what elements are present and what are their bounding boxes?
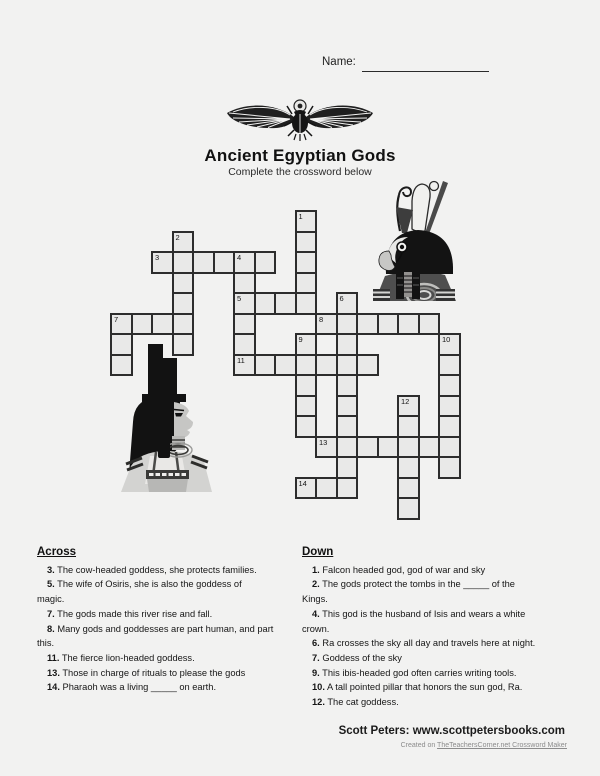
footer-credit: Scott Peters: www.scottpetersbooks.com bbox=[338, 725, 565, 737]
crossword-cell[interactable] bbox=[336, 477, 359, 500]
crossword-cell[interactable] bbox=[295, 395, 318, 418]
cell-number: 14 bbox=[298, 478, 307, 488]
crossword-cell[interactable] bbox=[418, 436, 441, 459]
crossword-cell[interactable] bbox=[336, 395, 359, 418]
clue-number: 2. bbox=[312, 579, 320, 590]
clue-number: 7. bbox=[47, 608, 55, 619]
crossword-cell[interactable] bbox=[397, 395, 420, 418]
page-subtitle: Complete the crossword below bbox=[228, 166, 372, 178]
crossword-cell[interactable] bbox=[315, 354, 338, 377]
horus-falcon-god-icon bbox=[372, 177, 459, 301]
crossword-cell[interactable] bbox=[336, 415, 359, 438]
crossword-cell[interactable] bbox=[336, 436, 359, 459]
clue-item: 13. Those in charge of rituals to please the gods bbox=[47, 667, 246, 678]
crossword-cell[interactable] bbox=[336, 354, 359, 377]
crossword-cell[interactable] bbox=[172, 272, 195, 295]
across-heading: Across bbox=[37, 546, 76, 558]
clue-number: 10. bbox=[312, 682, 325, 693]
clue-item: 1. Falcon headed god, god of war and sky bbox=[312, 564, 486, 575]
crossword-cell[interactable] bbox=[336, 292, 359, 315]
crossword-cell[interactable] bbox=[233, 313, 256, 336]
cell-number: 9 bbox=[298, 335, 303, 344]
down-clues bbox=[302, 545, 564, 710]
clue-item: 14. Pharaoh was a living _____ on earth. bbox=[47, 682, 217, 693]
crossword-cell[interactable] bbox=[295, 354, 318, 377]
crossword-cell[interactable] bbox=[254, 354, 277, 377]
clue-item: 12. The cat goddess. bbox=[312, 697, 399, 708]
clue-number: 9. bbox=[312, 667, 320, 678]
crossword-cell[interactable] bbox=[336, 374, 359, 397]
crossword-cell[interactable] bbox=[336, 333, 359, 356]
crossword-cell[interactable] bbox=[192, 251, 215, 274]
crossword-cell[interactable] bbox=[438, 354, 461, 377]
footer-created-prefix: Created on bbox=[400, 742, 438, 749]
crossword-cell[interactable] bbox=[172, 313, 195, 336]
crossword-cell[interactable] bbox=[397, 415, 420, 438]
crossword-cell[interactable] bbox=[356, 436, 379, 459]
cell-number: 3 bbox=[155, 253, 160, 262]
clue-item: 8. Many gods and goddesses are part human, and part this. bbox=[37, 623, 274, 649]
crossword-cell[interactable] bbox=[233, 251, 256, 274]
crossword-cell[interactable] bbox=[213, 251, 236, 274]
footer-created-link[interactable]: TheTeachersCorner.net Crossword Maker bbox=[437, 742, 567, 749]
cell-number: 4 bbox=[237, 253, 242, 262]
crossword-cell[interactable] bbox=[233, 292, 256, 315]
crossword-cell[interactable] bbox=[315, 477, 338, 500]
clue-item: 2. The gods protect the tombs in the _____ of the Kings. bbox=[302, 579, 515, 605]
clue-item: 9. This ibis-headed god often carries writing tools. bbox=[312, 667, 517, 678]
cell-number: 11 bbox=[237, 355, 245, 365]
crossword-cell[interactable] bbox=[438, 415, 461, 438]
clue-number: 5. bbox=[47, 579, 55, 590]
crossword-cell[interactable] bbox=[172, 231, 195, 254]
crossword-cell[interactable] bbox=[295, 272, 318, 295]
crossword-cell[interactable] bbox=[438, 436, 461, 459]
crossword-cell[interactable] bbox=[295, 374, 318, 397]
crossword-cell[interactable] bbox=[397, 497, 420, 520]
crossword-cell[interactable] bbox=[336, 456, 359, 479]
crossword-cell[interactable] bbox=[356, 354, 379, 377]
cell-number: 12 bbox=[401, 396, 410, 406]
crossword-cell[interactable] bbox=[254, 251, 277, 274]
cell-number: 2 bbox=[175, 232, 180, 242]
clue-number: 12. bbox=[312, 697, 325, 708]
crossword-cell[interactable] bbox=[110, 313, 133, 336]
name-label: Name: bbox=[322, 56, 356, 68]
cell-number: 1 bbox=[298, 212, 303, 221]
crossword-cell[interactable] bbox=[233, 333, 256, 356]
clue-item: 10. A tall pointed pillar that honors the sun god, Ra. bbox=[312, 682, 523, 693]
cell-number: 6 bbox=[339, 294, 344, 303]
crossword-cell[interactable] bbox=[438, 374, 461, 397]
clue-number: 3. bbox=[47, 564, 55, 575]
crossword-cell[interactable] bbox=[172, 292, 195, 315]
clue-item: 4. This god is the husband of Isis and wears a white crown. bbox=[302, 608, 526, 634]
clue-number: 7. bbox=[312, 652, 320, 663]
isis-goddess-icon bbox=[116, 344, 216, 492]
clue-item: 7. The gods made this river rise and fall. bbox=[47, 608, 213, 619]
down-heading: Down bbox=[302, 546, 334, 558]
crossword-cell[interactable] bbox=[397, 313, 420, 336]
clue-number: 4. bbox=[312, 608, 320, 619]
clue-item: 6. Ra crosses the sky all day and travels here at night. bbox=[312, 638, 536, 649]
clue-item: 7. Goddess of the sky bbox=[312, 652, 402, 663]
crossword-cell[interactable] bbox=[438, 333, 461, 356]
crossword-cell[interactable] bbox=[315, 436, 338, 459]
crossword-cell[interactable] bbox=[377, 436, 400, 459]
crossword-cell[interactable] bbox=[315, 313, 338, 336]
crossword-cell[interactable] bbox=[172, 251, 195, 274]
crossword-cell[interactable] bbox=[397, 456, 420, 479]
crossword-cell[interactable] bbox=[438, 395, 461, 418]
crossword-cell[interactable] bbox=[295, 231, 318, 254]
crossword-cell[interactable] bbox=[254, 292, 277, 315]
page-title: Ancient Egyptian Gods bbox=[204, 146, 396, 165]
crossword-cell[interactable] bbox=[233, 354, 256, 377]
cell-number: 7 bbox=[114, 314, 119, 324]
crossword-cell[interactable] bbox=[377, 313, 400, 336]
crossword-cell[interactable] bbox=[274, 354, 297, 377]
clue-item: 5. The wife of Osiris, she is also the goddess of magic. bbox=[37, 579, 242, 605]
crossword-cell[interactable] bbox=[233, 272, 256, 295]
crossword-cell[interactable] bbox=[131, 313, 154, 336]
crossword-cell[interactable] bbox=[295, 251, 318, 274]
crossword-cell[interactable] bbox=[295, 210, 318, 233]
cell-number: 8 bbox=[319, 314, 324, 324]
crossword-cell[interactable] bbox=[274, 292, 297, 315]
crossword-cell[interactable] bbox=[397, 477, 420, 500]
crossword-cell[interactable] bbox=[295, 292, 318, 315]
clue-number: 6. bbox=[312, 638, 320, 649]
crossword-cell[interactable] bbox=[418, 313, 441, 336]
crossword-cell[interactable] bbox=[438, 456, 461, 479]
crossword-cell[interactable] bbox=[336, 313, 359, 336]
crossword-cell[interactable] bbox=[295, 415, 318, 438]
crossword-cell[interactable] bbox=[295, 477, 318, 500]
across-clues bbox=[37, 545, 277, 695]
cell-number: 10 bbox=[442, 335, 451, 344]
cell-number: 13 bbox=[319, 437, 328, 447]
clue-number: 1. bbox=[312, 564, 320, 575]
clue-number: 14. bbox=[47, 682, 60, 693]
footer-created-on bbox=[401, 742, 567, 749]
clue-item: 3. The cow-headed goddess, she protects families. bbox=[47, 564, 257, 575]
crossword-cell[interactable] bbox=[151, 313, 174, 336]
crossword-cell[interactable] bbox=[151, 251, 174, 274]
cell-number: 5 bbox=[237, 294, 242, 303]
clue-number: 13. bbox=[47, 667, 60, 678]
crossword-cell[interactable] bbox=[397, 436, 420, 459]
clue-item: 11. The fierce lion-headed goddess. bbox=[47, 652, 195, 663]
clue-number: 11. bbox=[47, 652, 60, 663]
crossword-cell[interactable] bbox=[356, 313, 379, 336]
crossword-cell[interactable] bbox=[295, 333, 318, 356]
clue-number: 8. bbox=[47, 623, 55, 634]
